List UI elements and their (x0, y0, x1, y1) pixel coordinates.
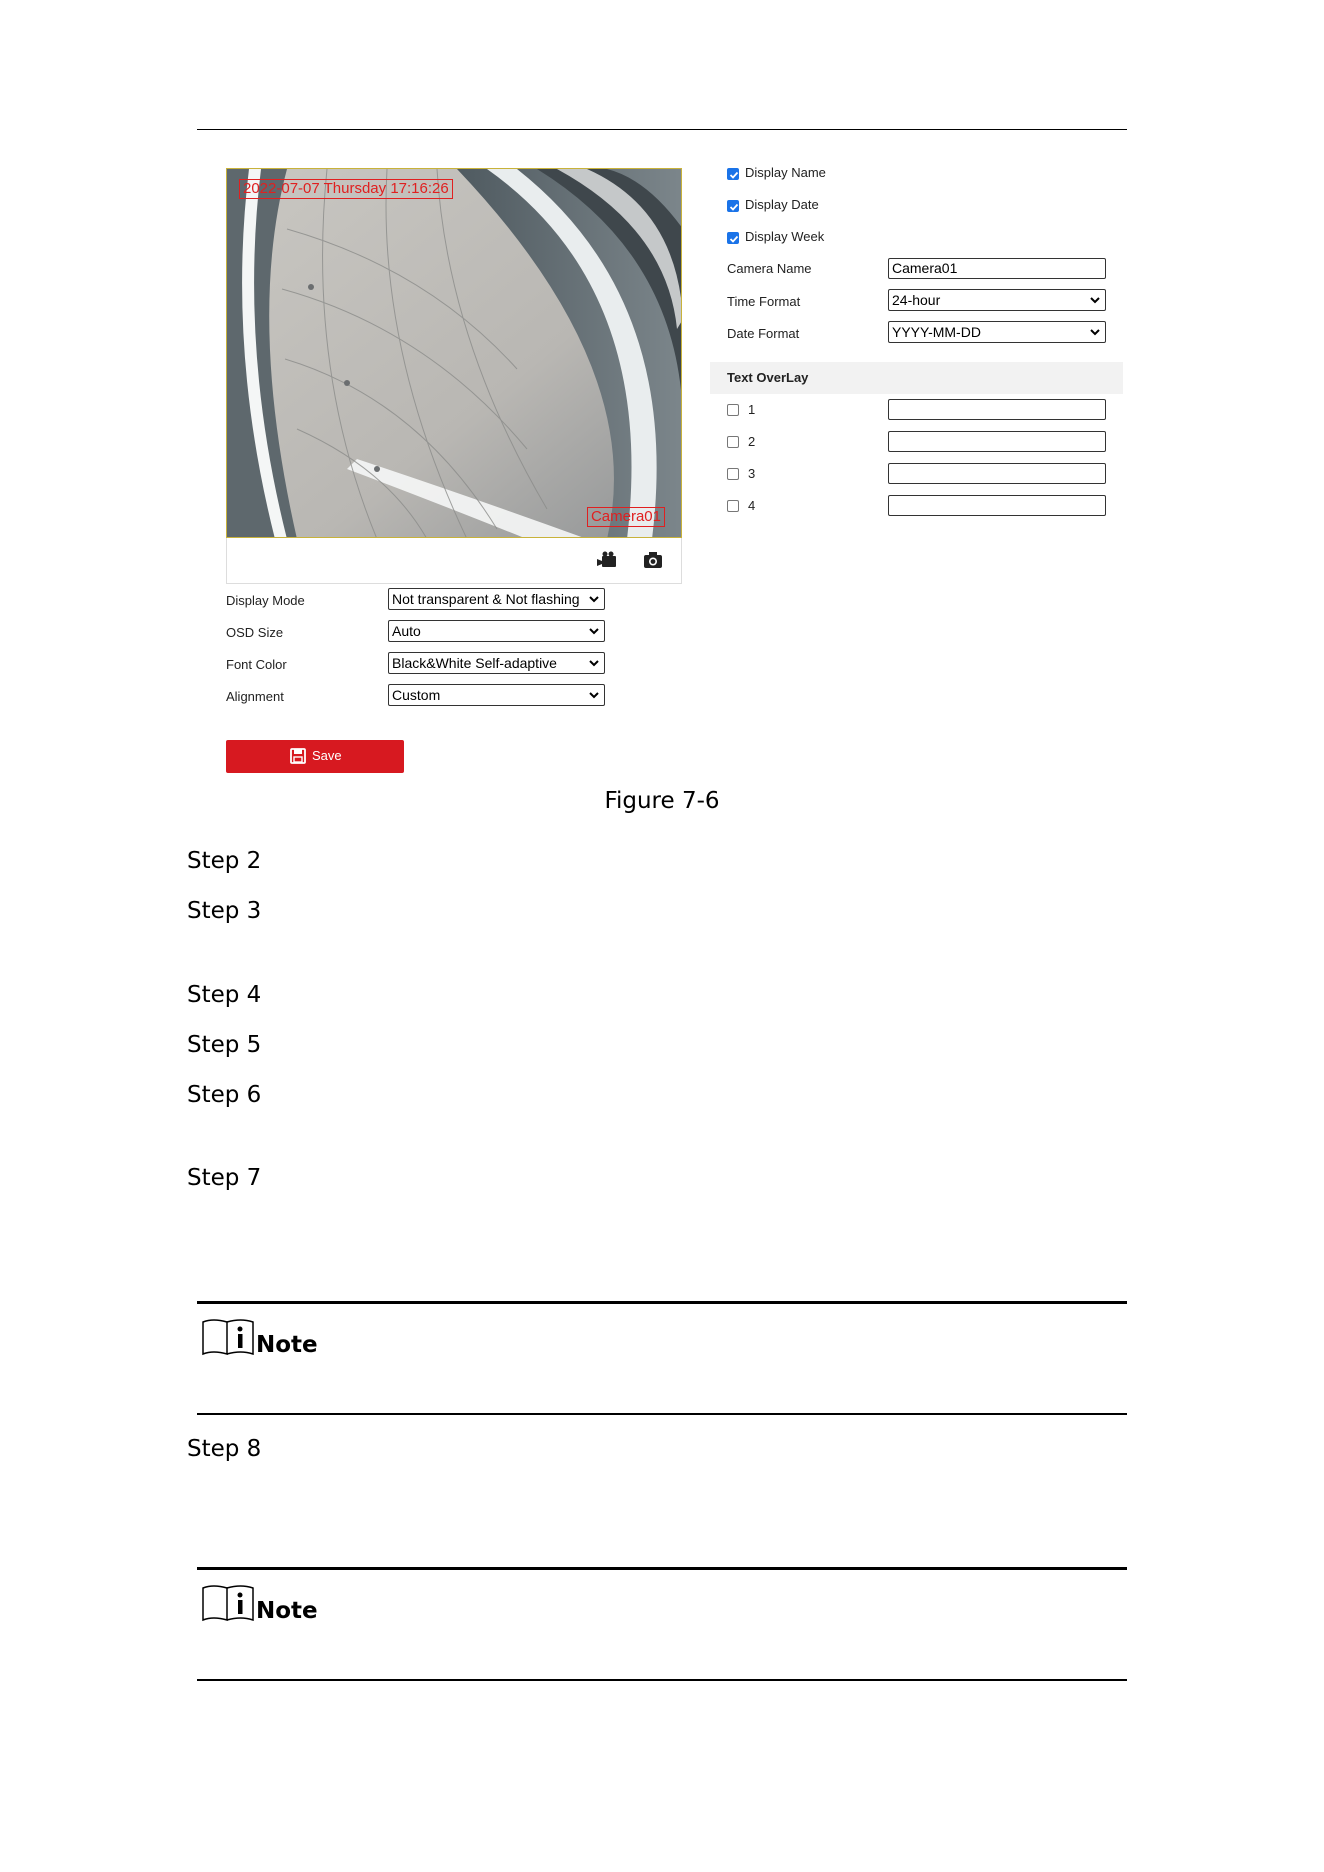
step-label: Step 3 (187, 898, 262, 924)
alignment-label: Alignment (226, 689, 284, 704)
overlay-3-checkbox[interactable] (727, 468, 739, 480)
chevron-down-icon (588, 590, 600, 608)
video-record-icon[interactable] (596, 550, 618, 570)
display-mode-label: Display Mode (226, 593, 305, 608)
step-label: Step 2 (187, 848, 262, 874)
note-title: Note (256, 1332, 318, 1358)
chevron-down-icon (1089, 323, 1101, 341)
chevron-down-icon (588, 686, 600, 704)
osd-size-label: OSD Size (226, 625, 284, 640)
camera-capture-icon[interactable] (642, 550, 664, 570)
overlay-3-input[interactable] (888, 463, 1106, 484)
osd-settings-screenshot (226, 168, 682, 584)
header-rule (197, 129, 1127, 130)
display-mode-select[interactable] (388, 588, 605, 610)
osd-camera-name-overlay[interactable]: Camera01 (587, 507, 665, 527)
time-format-label: Time Format (727, 294, 801, 309)
note-bottom-rule (197, 1679, 1127, 1681)
time-format-value: 24-hour (892, 292, 941, 308)
step-label: Step 6 (187, 1082, 262, 1108)
note-book-icon (201, 1318, 256, 1358)
live-video-preview (226, 168, 682, 538)
step-label: Step 8 (187, 1436, 262, 1462)
osd-size-select[interactable] (388, 620, 605, 642)
overlay-2-checkbox[interactable] (727, 436, 739, 448)
overlay-4-label: 4 (748, 498, 756, 513)
save-icon (290, 748, 306, 764)
overlay-3-label: 3 (748, 466, 756, 481)
overlay-1-label: 1 (748, 402, 756, 417)
display-name-checkbox[interactable] (727, 168, 739, 180)
step-label: Step 4 (187, 982, 262, 1008)
checkmark-icon (728, 201, 740, 213)
text-overlay-header (710, 362, 1123, 394)
chevron-down-icon (1089, 291, 1101, 309)
font-color-label: Font Color (226, 657, 287, 672)
figure-caption: Figure 7-6 (604, 788, 720, 814)
overlay-4-checkbox[interactable] (727, 500, 739, 512)
overlay-2-input[interactable] (888, 431, 1106, 452)
display-date-checkbox[interactable] (727, 200, 739, 212)
preview-toolbar (226, 538, 682, 584)
camera-name-label: Camera Name (727, 261, 812, 276)
font-color-value: Black&White Self-adaptive (392, 655, 557, 671)
display-week-checkbox[interactable] (727, 232, 739, 244)
checkmark-icon (728, 233, 740, 245)
chevron-down-icon (588, 654, 600, 672)
overlay-1-input[interactable] (888, 399, 1106, 420)
chevron-down-icon (588, 622, 600, 640)
save-button[interactable] (226, 740, 404, 773)
font-color-select[interactable] (388, 652, 605, 674)
date-format-label: Date Format (727, 326, 800, 341)
date-format-select[interactable] (888, 321, 1106, 343)
step-label: Step 5 (187, 1032, 262, 1058)
note-book-icon (201, 1584, 256, 1624)
note-bottom-rule (197, 1413, 1127, 1415)
camera-scene-image (227, 169, 682, 538)
checkmark-icon (728, 169, 740, 181)
display-week-label: Display Week (745, 229, 825, 244)
alignment-value: Custom (392, 687, 441, 703)
alignment-select[interactable] (388, 684, 605, 706)
display-mode-value: Not transparent & Not flashing (392, 591, 580, 607)
save-label: Save (312, 748, 342, 763)
time-format-select[interactable] (888, 289, 1106, 311)
overlay-4-input[interactable] (888, 495, 1106, 516)
display-name-label: Display Name (745, 165, 826, 180)
note-top-rule (197, 1567, 1127, 1570)
overlay-2-label: 2 (748, 434, 756, 449)
note-title: Note (256, 1598, 318, 1624)
display-date-label: Display Date (745, 197, 819, 212)
overlay-1-checkbox[interactable] (727, 404, 739, 416)
text-overlay-title: Text OverLay (727, 370, 809, 385)
osd-date-overlay[interactable]: 2022-07-07 Thursday 17:16:26 (239, 179, 453, 199)
note-top-rule (197, 1301, 1127, 1304)
step-label: Step 7 (187, 1165, 262, 1191)
date-format-value: YYYY-MM-DD (892, 324, 981, 340)
camera-name-input[interactable]: Camera01 (888, 258, 1106, 279)
osd-size-value: Auto (392, 623, 421, 639)
